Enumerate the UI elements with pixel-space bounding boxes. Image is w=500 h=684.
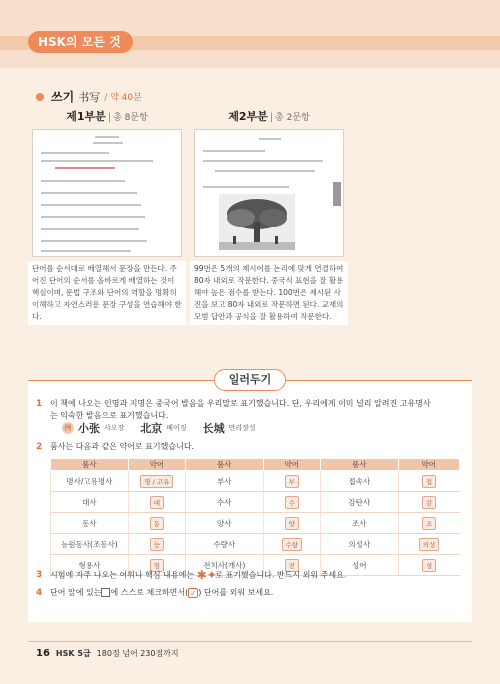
table-cell: 명사/고유명사	[51, 471, 129, 492]
part-2	[190, 108, 348, 325]
checkmark-icon: ✓	[189, 588, 197, 598]
table-cell: 조사	[320, 513, 398, 534]
page-footer	[36, 648, 179, 659]
table-header: 약어	[263, 459, 320, 471]
example-hanzi: 北京	[140, 422, 163, 435]
table-cell	[263, 534, 320, 555]
note-number-4: 4	[36, 588, 43, 598]
table-cell	[398, 534, 459, 555]
page-header	[0, 0, 500, 68]
part-2-head: 제2부분 | 총 2문항	[228, 110, 310, 123]
page-number: 16	[36, 648, 50, 659]
table-cell	[398, 492, 459, 513]
footer-divider	[28, 641, 472, 642]
abbr-stamp: 형	[150, 559, 164, 572]
table-header: 약어	[128, 459, 185, 471]
part-1	[28, 108, 186, 325]
table-cell: 수량사	[185, 534, 263, 555]
bullet-dot-icon	[36, 93, 44, 101]
part-1-head: 제1부분 | 총 8문항	[66, 110, 148, 123]
abbr-stamp: 전	[285, 559, 299, 572]
abbr-stamp: 양	[285, 517, 299, 530]
abbr-stamp: 능	[150, 538, 164, 551]
table-cell: 감탄사	[320, 492, 398, 513]
abbr-stamp: 접	[422, 475, 436, 488]
tree-photo	[219, 194, 295, 250]
abbr-stamp: 성	[422, 559, 436, 572]
note-1-text: 이 책에 나오는 인명과 지명은 중국어 발음을 우리말로 표기했습니다. 단, 우리에게 이미 널리 알려진 고유명사 는 익숙한 발음으로 표기했습니다.	[50, 399, 431, 420]
star-mark-icon: ✱✦	[196, 568, 217, 582]
table-row	[51, 492, 460, 513]
note-number-1: 1	[36, 399, 43, 409]
book-name: HSK 5급	[55, 649, 91, 658]
table-cell	[263, 471, 320, 492]
table-header: 품사	[185, 459, 263, 471]
abbr-stamp: 동	[150, 517, 164, 530]
table-cell	[128, 471, 185, 492]
table-cell: 수사	[185, 492, 263, 513]
abbr-stamp: 조	[422, 517, 436, 530]
table-cell: 양사	[185, 513, 263, 534]
example-line	[62, 420, 268, 436]
table-cell: 동사	[51, 513, 129, 534]
abbr-stamp: 수량	[282, 538, 303, 551]
section-title-cn: 书写	[78, 90, 101, 104]
table-cell	[263, 492, 320, 513]
table-cell: 능원동사(조동사)	[51, 534, 129, 555]
table-cell	[398, 513, 459, 534]
abbr-stamp: 의성	[419, 538, 440, 551]
note-3-text: 시험에 자주 나오는 어휘나 핵심 내용에는 ✱✦ 로 표기했습니다. 반드시 외워 주세요.	[50, 568, 347, 582]
part-2-sample-sheet	[194, 129, 344, 257]
table-cell	[263, 513, 320, 534]
part-1-description: 단어를 순서대로 배열해서 문장을 만든다. 주어진 단어의 순서를 올바르게 배열하는 것이 핵심이며, 문법 구조와 단어의 역할을 명확히 이해하고 자연스러운 문장 구성을 연습해야 한다.	[28, 261, 186, 325]
example-korean: 샤오장	[104, 424, 125, 432]
table-cell: 전치사(개사)	[185, 555, 263, 576]
example-korean: 베이징	[166, 424, 187, 432]
example-korean: 만리장성	[228, 424, 256, 432]
section-title-ko: 쓰기	[51, 90, 75, 104]
table-cell: 형용사	[51, 555, 129, 576]
table-row	[51, 513, 460, 534]
example-hanzi: 小张	[78, 422, 100, 435]
example-hanzi: 长城	[202, 422, 225, 435]
header-pill: HSK의 모든 것	[28, 31, 133, 53]
abbr-stamp: 부	[285, 475, 299, 488]
section-duration: / 약 40분	[104, 93, 142, 103]
note-2-text: 품사는 다음과 같은 약어로 표기했습니다.	[50, 442, 195, 451]
table-cell: 접속사	[320, 471, 398, 492]
part-2-description: 99번은 5개의 제시어를 논리에 맞게 연결하여 80자 내외로 작문한다. 중국식 표현을 잘 활용해야 높은 점수를 받는다. 100번은 제시된 사진을 보고 80자 내외로 작문하면 된다. 교재의 모범 답안과 공식을 잘 활용하여 작문한다.	[190, 261, 348, 325]
table-header: 품사	[51, 459, 129, 471]
example-mark: 例	[62, 422, 74, 434]
table-cell	[128, 513, 185, 534]
pos-abbreviation-table	[50, 458, 460, 576]
table-cell	[128, 492, 185, 513]
part-1-sample-sheet	[32, 129, 182, 257]
table-cell	[128, 534, 185, 555]
table-row	[51, 534, 460, 555]
table-cell: 의성사	[320, 534, 398, 555]
table-cell: 부사	[185, 471, 263, 492]
table-cell	[398, 471, 459, 492]
table-header: 약어	[398, 459, 459, 471]
note-4-text: 단어 앞에 있는 에 스스로 체크하면서( ✓ ) 단어를 외워 보세요.	[50, 588, 274, 598]
table-row	[51, 471, 460, 492]
note-number-2: 2	[36, 442, 43, 452]
abbr-stamp: 감	[422, 496, 436, 509]
notes-label: 일러두기	[214, 369, 286, 391]
table-cell	[398, 555, 459, 576]
book-subtitle: 180점 넘어 230점까지	[96, 649, 179, 658]
note-number-3: 3	[36, 570, 43, 580]
abbr-stamp: 명 / 고유	[140, 475, 173, 488]
abbr-stamp: 수	[285, 496, 299, 509]
table-header-row	[51, 459, 460, 471]
side-tab	[333, 182, 341, 206]
table-cell: 대사	[51, 492, 129, 513]
table-header: 품사	[320, 459, 398, 471]
table-cell: 성어	[320, 555, 398, 576]
abbr-stamp: 대	[150, 496, 164, 509]
section-title	[36, 88, 142, 105]
